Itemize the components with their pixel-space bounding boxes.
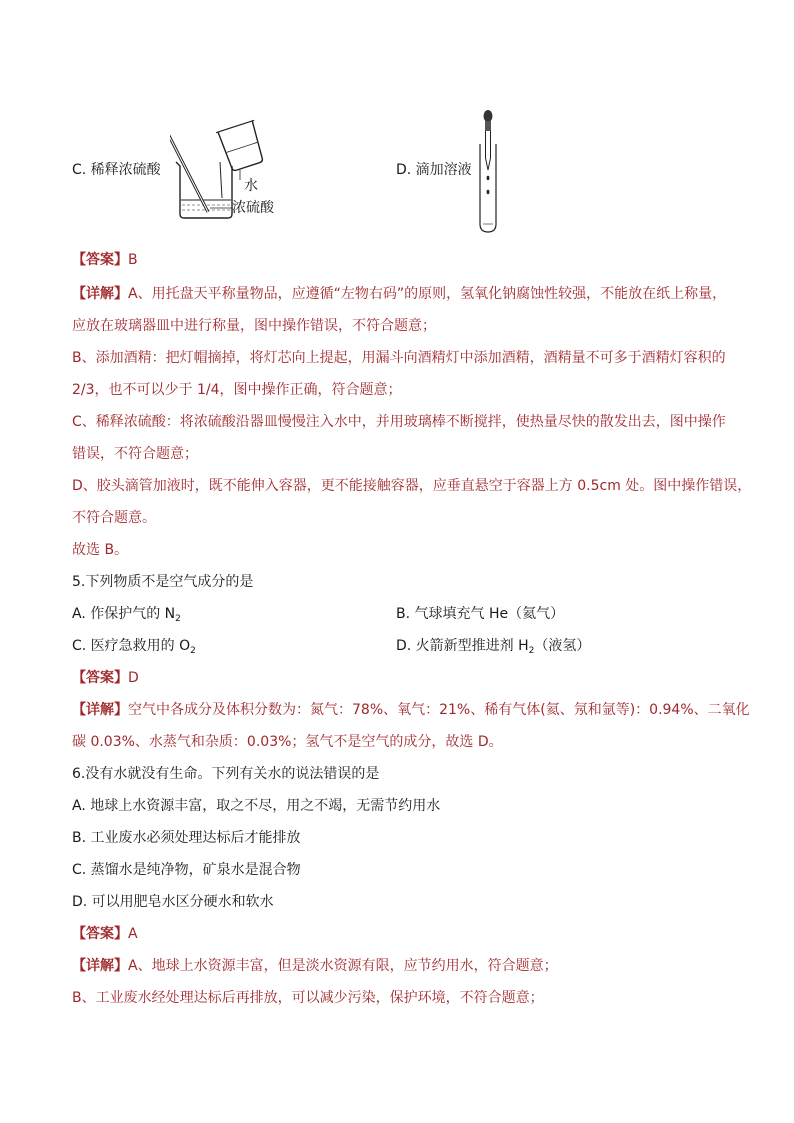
option-text: A. 作保护气的 N: [72, 606, 176, 622]
q5-explain-2: 碳 0.03%、水蒸气和杂质：0.03%；氢气不是空气的成分，故选 D。: [72, 734, 503, 750]
q4-explain-b2: 2/3，也不可以少于 1/4，图中操作正确，符合题意；: [72, 382, 402, 398]
option-d-label: D. 滴加溶液: [396, 162, 472, 178]
q6-option-a: A. 地球上水资源丰富，取之不尽，用之不竭，无需节约用水: [72, 798, 441, 814]
water-label: 水: [244, 178, 258, 194]
answer-tag: 【答案】: [72, 252, 128, 268]
q5-option-b: B. 气球填充气 He（氦气）: [396, 606, 565, 622]
q6-answer: [72, 924, 138, 944]
beaker: [176, 162, 232, 218]
subscript: 2: [190, 646, 196, 656]
q6-explain-a: [72, 956, 558, 976]
q6-option-b: B. 工业废水必须处理达标后才能排放: [72, 830, 301, 846]
pouring-cup: [216, 120, 267, 172]
q5-option-c: [72, 636, 196, 661]
explain-text: 空气中各成分及体积分数为：氮气：78%、氧气：21%、稀有气体(氦、氖和氩等)：0.94%、二氧化: [128, 702, 750, 718]
q6-option-c: C. 蒸馏水是纯净物，矿泉水是混合物: [72, 862, 301, 878]
explain-tag: 【详解】: [72, 958, 128, 974]
q6-explain-b: B、工业废水经处理达标后再排放，可以减少污染，保护环境，不符合题意；: [72, 990, 544, 1006]
option-c-label: C. 稀释浓硫酸: [72, 162, 161, 178]
q4-conclusion: 故选 B。: [72, 542, 129, 558]
answer-value: B: [128, 252, 138, 268]
option-text: C. 医疗急救用的 O: [72, 638, 191, 654]
glass-rod: [170, 126, 208, 212]
explain-tag: 【详解】: [72, 702, 128, 718]
explain-text: A、地球上水资源丰富，但是淡水资源有限，应节约用水，符合题意；: [128, 958, 558, 974]
q5-explain-1: [72, 700, 750, 720]
q5-option-d: [396, 636, 590, 661]
drop: [487, 176, 490, 180]
answer-value: A: [128, 926, 138, 942]
q4-explain-d1: D、胶头滴管加液时，既不能伸入容器，更不能接触容器，应垂直悬空于容器上方 0.5cm 处。图中操作错误，: [72, 478, 752, 494]
explain-text: A、用托盘天平称量物品，应遵循“左物右码”的原则，氢氧化钠腐蚀性较强，不能放在纸上称量，: [128, 286, 727, 302]
q5-stem: 5.下列物质不是空气成分的是: [72, 574, 254, 590]
subscript: 2: [175, 614, 181, 624]
q4-answer: [72, 250, 138, 270]
answer-tag: 【答案】: [72, 670, 128, 686]
test-tube: [480, 144, 496, 232]
pouring-stream: [220, 162, 222, 198]
q4-explain-a1: [72, 284, 726, 304]
q5-answer: [72, 668, 139, 688]
q4-explain-d2: 不符合题意。: [72, 510, 156, 526]
option-text: D. 火箭新型推进剂 H: [396, 638, 529, 654]
option-tail: （液氢）: [534, 638, 591, 654]
q6-stem: 6.没有水就没有生命。下列有关水的说法错误的是: [72, 766, 380, 782]
q4-explain-c2: 错误，不符合题意；: [72, 446, 198, 462]
dropper-figure: [474, 108, 502, 234]
answer-value: D: [128, 670, 139, 686]
dropper-bulb: [484, 110, 493, 122]
q4-explain-b1: B、添加酒精：把灯帽摘掉，将灯芯向上提起，用漏斗向酒精灯中添加酒精，酒精量不可多于酒精灯容积的: [72, 350, 726, 366]
explain-tag: 【详解】: [72, 286, 128, 302]
answer-tag: 【答案】: [72, 926, 128, 942]
q6-option-d: D. 可以用肥皂水区分硬水和软水: [72, 894, 274, 910]
subscript: 2: [528, 646, 535, 656]
q4-explain-a2: 应放在玻璃器皿中进行称量，图中操作错误，不符合题意；: [72, 318, 436, 334]
q5-option-a: [72, 604, 181, 629]
drop: [487, 190, 490, 194]
q4-explain-c1: C、稀释浓硫酸：将浓硫酸沿器皿慢慢注入水中，并用玻璃棒不断搅拌，使热量尽快的散发出去，图中操作: [72, 414, 726, 430]
acid-label: 浓硫酸: [232, 200, 274, 216]
